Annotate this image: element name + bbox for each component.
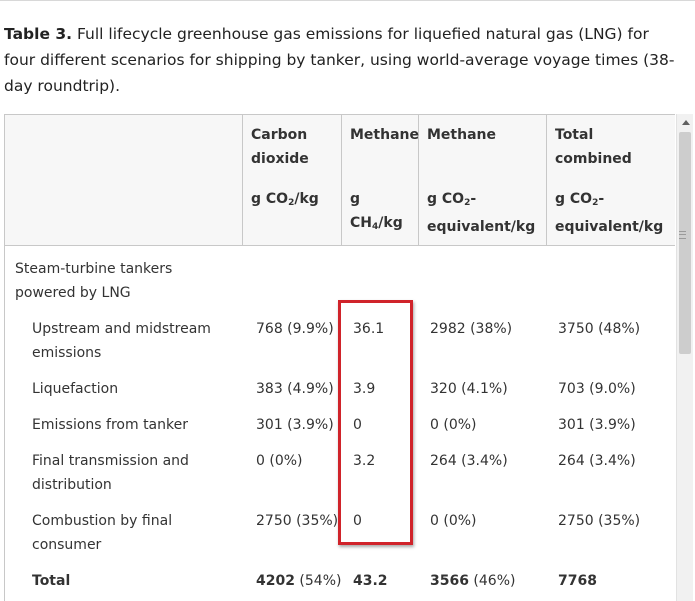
header-unit: g $CH_4/kg$: [350, 191, 403, 232]
cell-total: 301 (3.9%): [558, 417, 636, 433]
cell-ch4-eq: 320 (4.1%): [430, 381, 508, 397]
header-methane: [342, 115, 419, 245]
total-ch4-eq: 3566 (46%): [430, 573, 516, 589]
row-label: Upstream and midstream emissions: [32, 321, 211, 361]
row-label: Emissions from tanker: [32, 417, 188, 433]
header-name: Carbon dioxide: [251, 127, 309, 167]
total-combined: 7768: [558, 573, 597, 589]
methane-highlight-box: [338, 300, 413, 545]
vertical-scrollbar[interactable]: [676, 114, 693, 601]
cell-total: 703 (9.0%): [558, 381, 636, 397]
cell-total: 2750 (35%): [558, 513, 641, 529]
cell-co2: 301 (3.9%): [256, 417, 334, 433]
total-row-label: Total: [32, 573, 71, 589]
table-header-row: [5, 115, 675, 246]
cell-ch4: 3.2: [353, 453, 376, 469]
header-name: Methane: [350, 127, 419, 143]
scrollbar-thumb[interactable]: [679, 132, 691, 354]
cell-ch4-eq: 2982 (38%): [430, 321, 513, 337]
header-unit: g $CO_2-equivalent/kg$: [555, 191, 664, 235]
cell-total: 264 (3.4%): [558, 453, 636, 469]
caption-text: Full lifecycle greenhouse gas emissions for liquefied natural gas (LNG) for four different scenarios for shipping by tanker, using world-average voyage times (38-day roundtrip).: [4, 25, 675, 95]
header-name: Methane: [427, 127, 496, 143]
section-label: Steam-turbine tankers powered by LNG: [15, 261, 173, 301]
header-carbon-dioxide: [243, 115, 342, 245]
cell-ch4-eq: 0 (0%): [430, 417, 477, 433]
table-caption: [4, 21, 684, 99]
cell-total: 3750 (48%): [558, 321, 641, 337]
total-co2: 4202 (54%): [256, 573, 342, 589]
row-label: Final transmission and distribution: [32, 453, 189, 493]
cell-ch4: 0: [353, 417, 362, 433]
scrollbar-grip-icon: [679, 231, 686, 239]
header-unit: g $CO_2/kg$: [251, 191, 319, 208]
header-total-combined: [547, 115, 675, 245]
cell-ch4: 3.9: [353, 381, 376, 397]
row-label: Combustion by final consumer: [32, 513, 173, 553]
cell-co2: 0 (0%): [256, 453, 303, 469]
cell-co2: 768 (9.9%): [256, 321, 334, 337]
cell-ch4-eq: 0 (0%): [430, 513, 477, 529]
header-methane-equivalent: [419, 115, 547, 245]
top-divider: [0, 0, 695, 1]
header-name: Total combined: [555, 127, 632, 167]
row-label: Liquefaction: [32, 381, 119, 397]
caption-label: Table 3.: [4, 25, 73, 43]
cell-ch4-eq: 264 (3.4%): [430, 453, 508, 469]
cell-co2: 2750 (35%): [256, 513, 339, 529]
header-empty-cell: [5, 115, 243, 245]
scroll-up-arrow-icon[interactable]: [682, 120, 690, 125]
cell-ch4: 0: [353, 513, 362, 529]
total-ch4: 43.2: [353, 573, 388, 589]
header-unit: g $CO_2-equivalent/kg$: [427, 191, 536, 235]
cell-ch4: 36.1: [353, 321, 385, 337]
cell-co2: 383 (4.9%): [256, 381, 334, 397]
